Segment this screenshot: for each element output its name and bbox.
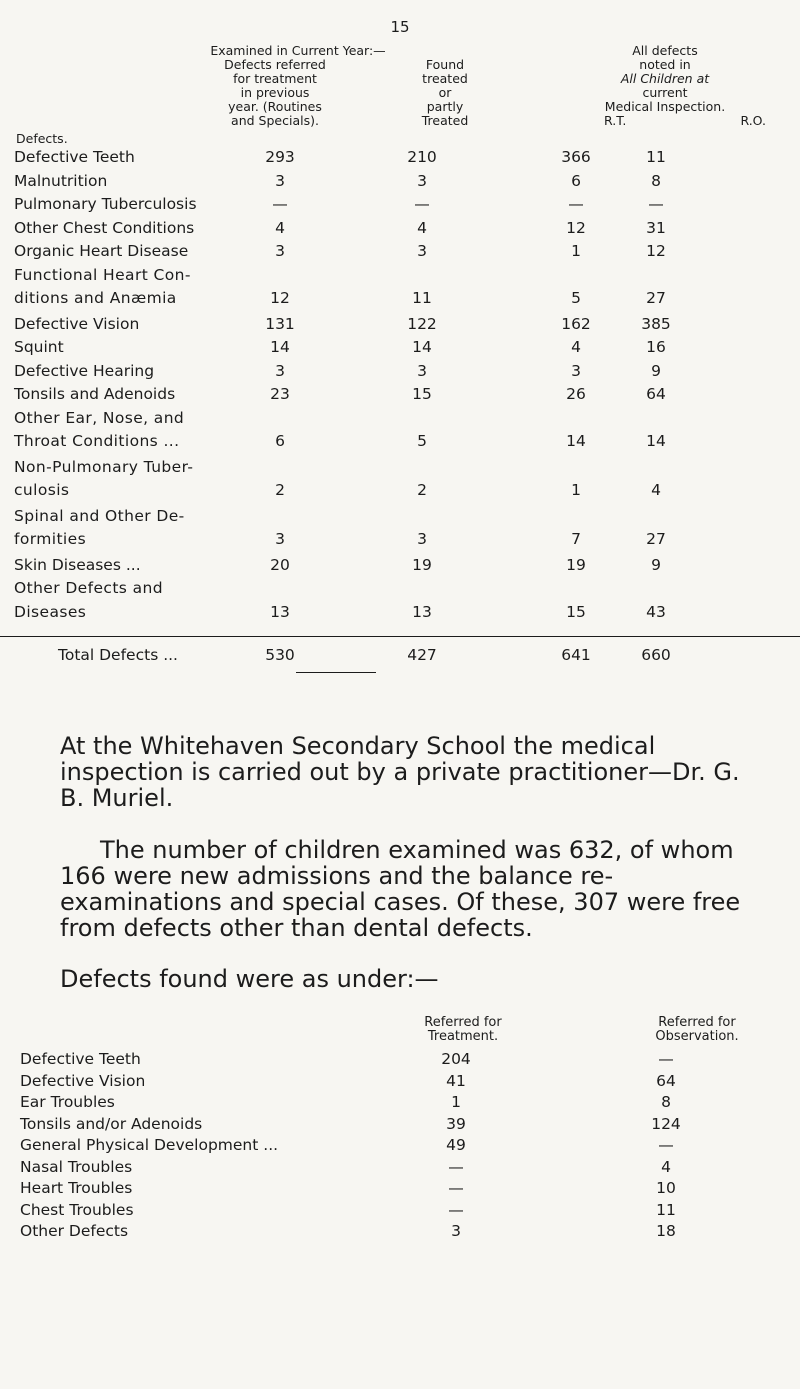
table-row <box>0 1221 800 1243</box>
cell-c2: 4 <box>417 218 427 237</box>
row-label: Ear Troubles <box>20 1093 115 1111</box>
row-label: Nasal Troubles <box>20 1157 133 1176</box>
table-row <box>0 146 800 170</box>
cell-c2: 122 <box>407 314 437 333</box>
page-number: 15 <box>390 18 410 36</box>
total-row <box>0 644 800 668</box>
row-label: Skin Diseases ... <box>14 555 141 574</box>
total-label: Total Defects ... <box>58 646 178 664</box>
row-label: Defective Vision <box>14 314 140 333</box>
cell-c1: 12 <box>270 289 290 307</box>
cell-c3: — <box>568 195 584 213</box>
cell-c1: 4 <box>275 218 285 237</box>
row-label: Non-Pulmonary Tuber- culosis <box>14 457 194 499</box>
column-header-referred-treatment: Referred for Treatment. <box>424 1015 502 1044</box>
cell-c1: 131 <box>265 314 295 333</box>
cell-c1: 39 <box>446 1114 466 1133</box>
row-label: Pulmonary Tuberculosis <box>14 195 197 213</box>
row-label: Malnutrition <box>14 171 108 190</box>
cell-c1: 3 <box>275 242 285 260</box>
cell-c4: 64 <box>646 385 666 403</box>
cell-c3: 19 <box>566 555 586 574</box>
cell-c3: 26 <box>566 385 586 403</box>
cell-c4: 12 <box>646 242 666 260</box>
cell-c3: 15 <box>566 602 586 621</box>
span-caption: Examined in Current Year:— <box>210 43 386 58</box>
cell-c3: 6 <box>571 171 581 190</box>
cell-c2: 10 <box>656 1179 676 1197</box>
total-c1: 530 <box>265 646 295 664</box>
table-row <box>0 240 800 264</box>
table-row <box>0 1049 800 1071</box>
row-label: Spinal and Other De- formities <box>14 506 185 548</box>
cell-c2: 124 <box>651 1114 681 1133</box>
cell-c2: 8 <box>661 1093 671 1111</box>
table-row <box>0 407 800 456</box>
table-row <box>0 577 800 626</box>
cell-c4: 14 <box>646 432 666 450</box>
row-label: Other Defects and Diseases <box>14 579 163 621</box>
cell-c3: 14 <box>566 432 586 450</box>
paragraph-defects-found: Defects found were as under:— <box>60 965 439 993</box>
table-row <box>0 1178 800 1200</box>
row-label: Tonsils and/or Adenoids <box>20 1114 203 1133</box>
cell-c1: 41 <box>446 1071 466 1090</box>
cell-c4: 31 <box>646 218 666 237</box>
table-row <box>0 456 800 505</box>
cell-c3: 12 <box>566 218 586 237</box>
table-row <box>0 554 800 578</box>
row-label: Functional Heart Con- ditions and Anæmia <box>14 265 191 307</box>
cell-c4: 385 <box>641 314 671 333</box>
cell-c2: 2 <box>417 481 427 499</box>
cell-c4: 4 <box>651 481 661 499</box>
cell-c3: 3 <box>571 361 581 380</box>
cell-c1: 13 <box>270 602 290 621</box>
defects-table-header <box>0 44 800 158</box>
cell-c2: — <box>658 1136 674 1154</box>
paragraph-secondary-school: At the Whitehaven Secondary School the medical inspection is carried out by a private practitioner—Dr. G. B. Muriel. <box>60 732 740 812</box>
row-label: Other Defects <box>20 1222 129 1240</box>
column-header-referred-observation: Referred for Observation. <box>655 1015 739 1044</box>
cell-c1: 3 <box>275 530 285 548</box>
cell-c1: — <box>448 1179 464 1197</box>
cell-c2: 11 <box>656 1200 676 1219</box>
cell-c4: 43 <box>646 602 666 621</box>
row-label: Squint <box>14 338 64 356</box>
cell-c3: 1 <box>571 481 581 499</box>
table-row <box>0 1135 800 1157</box>
cell-c4: 8 <box>651 171 661 190</box>
row-label: Other Chest Conditions <box>14 218 195 237</box>
cell-c2: 210 <box>407 148 437 166</box>
cell-c1: — <box>448 1200 464 1219</box>
paragraph-children-examined: The number of children examined was 632, of whom 166 were new admissions and the balance re-examinations and special cases. Of these, 307 were free from defects other than dental defects. <box>60 836 741 942</box>
cell-c3: 7 <box>571 530 581 548</box>
cell-c2: 18 <box>656 1222 676 1240</box>
column-header-defects: Defects. <box>16 131 68 146</box>
cell-c1: — <box>272 195 288 213</box>
cell-c2: 64 <box>656 1071 676 1090</box>
cell-c2: 14 <box>412 338 432 356</box>
row-label: Defective Teeth <box>20 1050 141 1068</box>
table-row <box>0 313 800 337</box>
cell-c3: 5 <box>571 289 581 307</box>
column-header-all-defects: All defects noted in All Children at current Medical Inspection. R.T. R.O. <box>604 43 766 128</box>
table-row <box>0 360 800 384</box>
table-row <box>0 1200 800 1222</box>
row-label: Chest Troubles <box>20 1200 134 1219</box>
row-label: Organic Heart Disease <box>14 242 189 260</box>
row-label: Heart Troubles <box>20 1179 133 1197</box>
cell-c4: 16 <box>646 338 666 356</box>
column-header-found-treated: Found treated or partly Treated <box>421 57 469 128</box>
table-row <box>0 170 800 194</box>
cell-c4: 11 <box>646 148 666 166</box>
row-label: Tonsils and Adenoids <box>14 385 176 403</box>
cell-c1: 20 <box>270 555 290 574</box>
cell-c2: 11 <box>412 289 432 307</box>
total-c3: 641 <box>561 646 591 664</box>
cell-c1: 293 <box>265 148 295 166</box>
table-row <box>0 264 800 313</box>
cell-c2: 5 <box>417 432 427 450</box>
cell-c1: 3 <box>275 171 285 190</box>
cell-c2: 3 <box>417 361 427 380</box>
cell-c2: 19 <box>412 555 432 574</box>
cell-c4: 9 <box>651 361 661 380</box>
subheader-rt: R.T. <box>604 113 627 128</box>
cell-c1: 3 <box>275 361 285 380</box>
cell-c4: 27 <box>646 530 666 548</box>
cell-c3: 1 <box>571 242 581 260</box>
cell-c1: 204 <box>441 1050 471 1068</box>
table-row <box>0 217 800 241</box>
cell-c2: 3 <box>417 530 427 548</box>
cell-c2: 15 <box>412 385 432 403</box>
table-row <box>0 1114 800 1136</box>
cell-c4: 27 <box>646 289 666 307</box>
cell-c1: — <box>448 1157 464 1176</box>
cell-c2: 13 <box>412 602 432 621</box>
table-row <box>0 1092 800 1114</box>
cell-c1: 2 <box>275 481 285 499</box>
cell-c2: 3 <box>417 171 427 190</box>
cell-c2: 4 <box>661 1157 671 1176</box>
cell-c1: 6 <box>275 432 285 450</box>
subheader-ro: R.O. <box>740 113 766 128</box>
cell-c2: — <box>658 1050 674 1068</box>
table-row <box>0 336 800 360</box>
cell-c3: 4 <box>571 338 581 356</box>
table-row <box>0 505 800 554</box>
cell-c1: 1 <box>451 1093 461 1111</box>
cell-c3: 366 <box>561 148 591 166</box>
row-label: Defective Hearing <box>14 361 155 380</box>
cell-c2: 3 <box>417 242 427 260</box>
row-label: Defective Teeth <box>14 148 135 166</box>
table-row <box>0 1157 800 1179</box>
row-label: General Physical Development ... <box>20 1136 279 1154</box>
cell-c2: — <box>414 195 430 213</box>
cell-c1: 49 <box>446 1136 466 1154</box>
cell-c4: — <box>648 195 664 213</box>
cell-c1: 14 <box>270 338 290 356</box>
cell-c1: 23 <box>270 385 290 403</box>
table-row <box>0 193 800 217</box>
table-row <box>0 1071 800 1093</box>
total-c2: 427 <box>407 646 437 664</box>
table-row <box>0 383 800 407</box>
cell-c1: 3 <box>451 1222 461 1240</box>
row-label: Defective Vision <box>20 1071 146 1090</box>
cell-c3: 162 <box>561 314 591 333</box>
cell-c4: 9 <box>651 555 661 574</box>
column-header-referred: Defects referred for treatment in previous year. (Routines and Specials). <box>224 57 326 128</box>
total-c4: 660 <box>641 646 671 664</box>
row-label: Other Ear, Nose, and Throat Conditions ... <box>14 408 185 450</box>
